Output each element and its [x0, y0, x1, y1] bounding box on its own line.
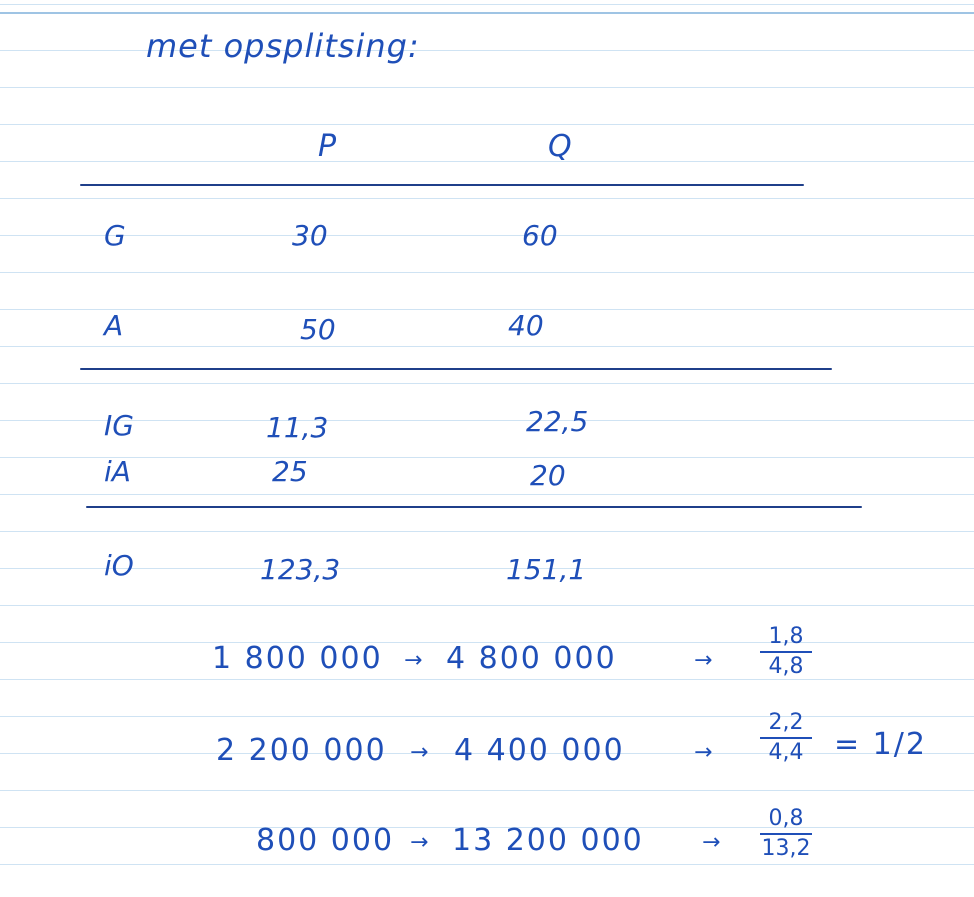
row-label-a: A [104, 309, 124, 342]
table-bottom-rule [86, 506, 862, 508]
calc-1-denominator: 4,8 [768, 654, 804, 679]
row-label-io: iO [104, 549, 134, 582]
calc-2-to: 4 400 000 [454, 733, 625, 768]
calc-3-fraction [756, 808, 816, 860]
calc-1-arrow-1: → [404, 648, 423, 673]
calc-2-numerator: 2,2 [768, 710, 804, 735]
cell-ig-q: 22,5 [526, 405, 589, 438]
calc-2-result: = 1/2 [834, 727, 927, 762]
calc-3-arrow-1: → [410, 830, 429, 855]
calc-2-arrow-1: → [410, 740, 429, 765]
table-middle-rule [80, 368, 832, 370]
calc-1-from: 1 800 000 [212, 641, 383, 676]
cell-ig-p: 11,3 [266, 411, 329, 444]
cell-io-p: 123,3 [260, 553, 341, 586]
page-top-rule [0, 12, 974, 14]
table-header-rule [80, 184, 804, 186]
cell-a-q: 40 [508, 309, 544, 342]
calc-1-fraction [756, 626, 816, 678]
calc-2-fraction [756, 712, 816, 764]
column-header-q: Q [548, 129, 572, 164]
calc-1-to: 4 800 000 [446, 641, 617, 676]
row-label-ig: IG [104, 409, 134, 442]
cell-ia-q: 20 [530, 459, 566, 492]
cell-io-q: 151,1 [506, 553, 587, 586]
calc-3-numerator: 0,8 [768, 806, 804, 831]
column-header-p: P [318, 129, 337, 164]
calc-3-from: 800 000 [256, 823, 395, 858]
row-label-g: G [104, 219, 126, 252]
calc-2-arrow-2: → [694, 740, 713, 765]
cell-a-p: 50 [300, 313, 336, 346]
cell-g-q: 60 [522, 219, 558, 252]
calc-2-from: 2 200 000 [216, 733, 387, 768]
calc-3-to: 13 200 000 [452, 823, 644, 858]
calc-3-denominator: 13,2 [761, 836, 811, 861]
page-title: met opsplitsing: [146, 27, 420, 65]
calc-3-arrow-2: → [702, 830, 721, 855]
calc-1-arrow-2: → [694, 648, 713, 673]
calc-1-numerator: 1,8 [768, 624, 804, 649]
cell-ia-p: 25 [272, 455, 308, 488]
row-label-ia: iA [104, 455, 131, 488]
calc-2-denominator: 4,4 [768, 740, 804, 765]
cell-g-p: 30 [292, 219, 328, 252]
